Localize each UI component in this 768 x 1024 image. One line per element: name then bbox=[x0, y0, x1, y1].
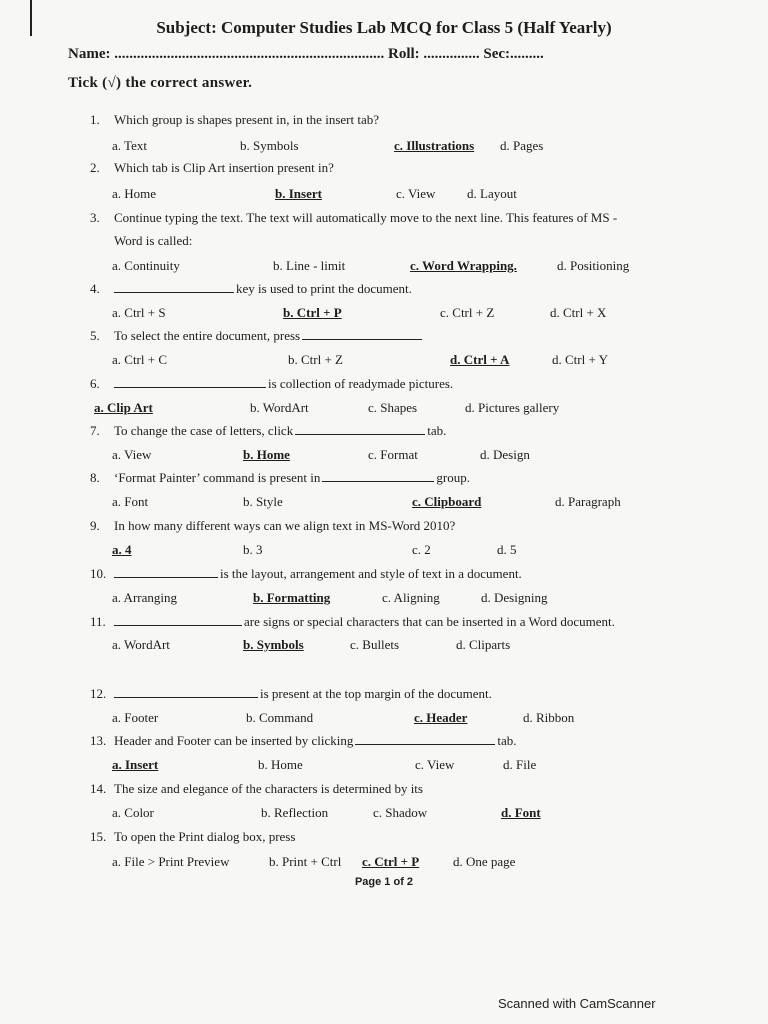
option-correct: b. Symbols bbox=[243, 637, 304, 652]
option: a. Ctrl + C bbox=[112, 352, 167, 367]
question-text-after: is collection of readymade pictures. bbox=[268, 376, 454, 391]
option: d. Paragraph bbox=[555, 494, 621, 509]
question-text: To select the entire document, press bbox=[114, 328, 301, 343]
option-correct: b. Insert bbox=[275, 186, 322, 201]
option: c. View bbox=[396, 186, 436, 201]
question-number: 10. bbox=[90, 566, 107, 581]
question-number: 8. bbox=[90, 470, 100, 485]
option: a. File > Print Preview bbox=[112, 854, 230, 869]
question-2 bbox=[90, 160, 334, 176]
option-correct: a. Clip Art bbox=[94, 400, 153, 415]
question-14 bbox=[90, 781, 423, 797]
question-number: 2. bbox=[90, 160, 100, 175]
question-number: 6. bbox=[90, 376, 100, 391]
option-correct: c. Illustrations bbox=[394, 138, 475, 153]
question-6 bbox=[90, 376, 453, 392]
option: b. Style bbox=[243, 494, 283, 509]
option-correct: b. Formatting bbox=[253, 590, 331, 605]
question-text-after: group. bbox=[436, 470, 470, 485]
question-text: Continue typing the text. The text will automatically move to the next line. This features of MS - bbox=[114, 210, 618, 225]
option: a. Font bbox=[112, 494, 149, 509]
question-3 bbox=[90, 210, 617, 226]
option-correct: a. Insert bbox=[112, 757, 159, 772]
question-text: To change the case of letters, click bbox=[114, 423, 294, 438]
question-text: The size and elegance of the characters is determined by its bbox=[114, 781, 423, 796]
question-text: Header and Footer can be inserted by clicking bbox=[114, 733, 354, 748]
option: b. WordArt bbox=[250, 400, 309, 415]
option: d. One page bbox=[453, 854, 516, 869]
option: d. Pages bbox=[500, 138, 544, 153]
option: c. Ctrl + Z bbox=[440, 305, 495, 320]
option-correct: c. Word Wrapping. bbox=[410, 258, 517, 273]
option: c. Aligning bbox=[382, 590, 440, 605]
question-number: 13. bbox=[90, 733, 107, 748]
option: b. Symbols bbox=[240, 138, 299, 153]
option: d. Design bbox=[480, 447, 530, 462]
page-title: Subject: Computer Studies Lab MCQ for Class 5 (Half Yearly) bbox=[156, 18, 612, 37]
question-text: ‘Format Painter’ command is present in bbox=[114, 470, 321, 485]
question-7 bbox=[90, 423, 446, 439]
question-text: In how many different ways can we align text in MS-Word 2010? bbox=[114, 518, 456, 533]
question-text-after: key is used to print the document. bbox=[236, 281, 412, 296]
question-8 bbox=[90, 470, 470, 486]
answer-blank bbox=[302, 329, 422, 340]
option: c. Format bbox=[368, 447, 418, 462]
question-text-after: are signs or special characters that can be inserted in a Word document. bbox=[244, 614, 615, 629]
option: c. Shadow bbox=[373, 805, 428, 820]
question-text-after: is the layout, arrangement and style of text in a document. bbox=[220, 566, 522, 581]
answer-blank bbox=[355, 734, 495, 745]
option: c. Bullets bbox=[350, 637, 400, 652]
option: c. Shapes bbox=[368, 400, 418, 415]
question-number: 7. bbox=[90, 423, 100, 438]
instruction: Tick (√) the correct answer. bbox=[68, 75, 253, 91]
question-number: 14. bbox=[90, 781, 107, 796]
question-number: 5. bbox=[90, 328, 100, 343]
question-number: 11. bbox=[90, 614, 106, 629]
option: c. View bbox=[415, 757, 455, 772]
student-info-line: Name: ........................................................................ Roll: ............... Sec:......... bbox=[68, 46, 544, 62]
option-correct: c. Ctrl + P bbox=[362, 854, 420, 869]
option: d. Ctrl + Y bbox=[552, 352, 608, 367]
option: b. 3 bbox=[243, 542, 263, 557]
option: b. Reflection bbox=[261, 805, 329, 820]
option: d. Ribbon bbox=[523, 710, 575, 725]
option: d. Designing bbox=[481, 590, 548, 605]
question-15 bbox=[90, 829, 295, 845]
option: a. Footer bbox=[112, 710, 159, 725]
question-5 bbox=[90, 328, 422, 344]
option: a. Home bbox=[112, 186, 157, 201]
question-12 bbox=[90, 686, 492, 702]
option-correct: b. Ctrl + P bbox=[283, 305, 342, 320]
option: c. 2 bbox=[412, 542, 431, 557]
option-correct: b. Home bbox=[243, 447, 290, 462]
answer-blank bbox=[114, 615, 242, 626]
question-number: 4. bbox=[90, 281, 100, 296]
option: d. Positioning bbox=[557, 258, 630, 273]
question-text-after: is present at the top margin of the document. bbox=[260, 686, 492, 701]
option: d. Pictures gallery bbox=[465, 400, 560, 415]
question-number: 1. bbox=[90, 112, 100, 127]
option-correct: c. Clipboard bbox=[412, 494, 482, 509]
option-correct: d. Font bbox=[501, 805, 541, 820]
option: d. Cliparts bbox=[456, 637, 511, 652]
option: a. Continuity bbox=[112, 258, 180, 273]
question-1 bbox=[90, 112, 379, 128]
answer-blank bbox=[322, 471, 434, 482]
answer-blank bbox=[114, 377, 266, 388]
option: a. View bbox=[112, 447, 152, 462]
question-text: Which tab is Clip Art insertion present in? bbox=[114, 160, 334, 175]
option: a. WordArt bbox=[112, 637, 170, 652]
answer-blank bbox=[114, 282, 234, 293]
answer-blank bbox=[114, 567, 218, 578]
question-text-after: tab. bbox=[427, 423, 447, 438]
question-13 bbox=[90, 733, 516, 749]
option: b. Command bbox=[246, 710, 314, 725]
option: a. Text bbox=[112, 138, 147, 153]
option: a. Ctrl + S bbox=[112, 305, 166, 320]
answer-blank bbox=[114, 687, 258, 698]
question-text: To open the Print dialog box, press bbox=[114, 829, 296, 844]
option: b. Line - limit bbox=[273, 258, 346, 273]
option-correct: d. Ctrl + A bbox=[450, 352, 510, 367]
question-number: 3. bbox=[90, 210, 100, 225]
option: b. Print + Ctrl bbox=[269, 854, 342, 869]
question-10 bbox=[90, 566, 522, 582]
page-number: Page 1 of 2 bbox=[354, 876, 414, 888]
option-correct: a. 4 bbox=[112, 542, 132, 557]
scanner-watermark: Scanned with CamScanner bbox=[498, 996, 656, 1011]
option-correct: c. Header bbox=[414, 710, 468, 725]
question-4 bbox=[90, 281, 412, 297]
option: d. Layout bbox=[467, 186, 517, 201]
option: b. Home bbox=[258, 757, 303, 772]
question-number: 15. bbox=[90, 829, 107, 844]
option: a. Arranging bbox=[112, 590, 177, 605]
option: a. Color bbox=[112, 805, 154, 820]
question-text-after: tab. bbox=[497, 733, 517, 748]
option: d. 5 bbox=[497, 542, 517, 557]
option: b. Ctrl + Z bbox=[288, 352, 343, 367]
option: d. Ctrl + X bbox=[550, 305, 607, 320]
question-11 bbox=[90, 614, 615, 630]
question-9 bbox=[90, 518, 455, 534]
question-text-continued: Word is called: bbox=[114, 233, 193, 248]
question-number: 12. bbox=[90, 686, 107, 701]
question-text: Which group is shapes present in, in the insert tab? bbox=[114, 112, 379, 127]
question-number: 9. bbox=[90, 518, 100, 533]
answer-blank bbox=[295, 424, 425, 435]
option: d. File bbox=[503, 757, 537, 772]
